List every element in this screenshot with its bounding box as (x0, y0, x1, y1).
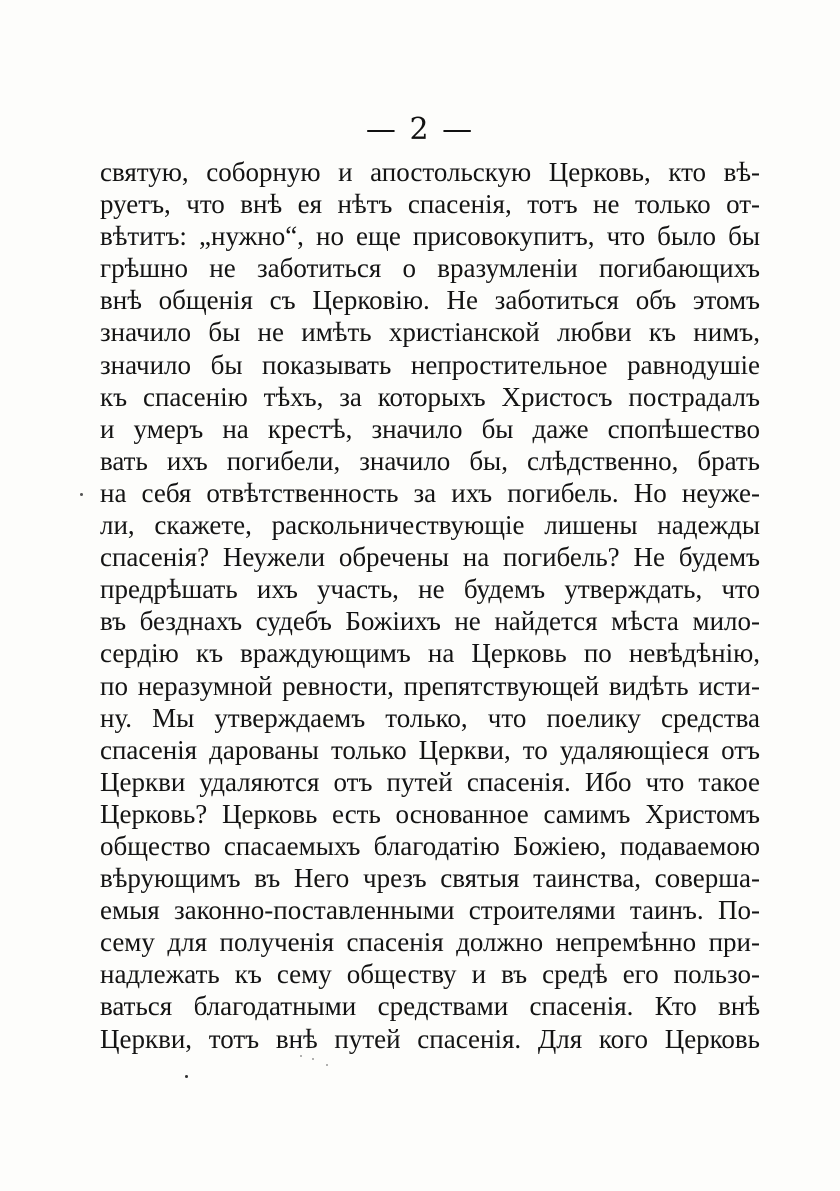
text-line: вать ихъ погибели, значило бы, слѣдственно, брать (100, 445, 760, 476)
text-line: Церкви удаляются отъ путей спасенія. Ибо что такое (100, 766, 760, 797)
text-line: въ безднахъ судебъ Божіихъ не найдется мѣста мило- (100, 606, 760, 637)
print-speck (185, 1075, 188, 1078)
text-line: значило бы не имѣть христіанской любви къ нимъ, (100, 317, 760, 348)
text-line: святую, соборную и апостольскую Церковь, кто вѣ- (100, 157, 760, 187)
text-line: предрѣшать ихъ участь, не будемъ утверждать, что (100, 574, 760, 605)
text-line: спасенія? Неужели обречены на погибель? Не будемъ (100, 542, 760, 573)
text-line: къ спасенію тѣхъ, за которыхъ Христосъ пострадалъ (100, 381, 760, 412)
text-line: значило бы показывать непростительное равнодушіе (100, 349, 760, 380)
text-line: Церковь? Церковь есть основанное самимъ Христомъ (100, 798, 760, 829)
text-line: на себя отвѣтственность за ихъ погибель. Но неуже- (100, 477, 760, 508)
text-line: и умеръ на крестѣ, значило бы даже спопѣшество (100, 413, 760, 444)
text-line: ваться благодатными средствами спасенія. Кто внѣ (100, 991, 760, 1022)
print-speck (300, 1055, 302, 1057)
text-line: сердію къ враждующимъ на Церковь по невѣдѣнію, (100, 638, 760, 669)
print-speck (312, 1058, 314, 1060)
text-line: емыя законно-поставленными строителями таинъ. По- (100, 895, 760, 926)
text-line: руетъ, что внѣ ея нѣтъ спасенія, тотъ не только от- (100, 189, 760, 220)
text-line: сему для полученія спасенія должно непремѣнно при- (100, 927, 760, 958)
print-speck (80, 493, 83, 496)
text-line: вѣрующимъ въ Него чрезъ святыя таинства, соверша- (100, 863, 760, 894)
text-line: надлежать къ сему обществу и въ средѣ его пользо- (100, 959, 760, 990)
text-line: общество спасаемыхъ благодатію Божіею, подаваемою (100, 830, 760, 861)
text-line: ну. Мы утверждаемъ только, что поелику средства (100, 702, 760, 733)
print-speck (326, 1064, 328, 1066)
body-text (100, 156, 760, 1055)
text-line: Церкви, тотъ внѣ путей спасенія. Для кого Церковь (100, 1023, 760, 1054)
text-line: вѣтитъ: „нужно“, но еще присовокупитъ, что было бы (100, 221, 760, 252)
text-line: внѣ общенія съ Церковію. Не заботиться объ этомъ (100, 285, 760, 316)
text-line: ли, скажете, раскольничествующіе лишены надежды (100, 510, 760, 541)
text-line: грѣшно не заботиться о вразумленіи погибающихъ (100, 253, 760, 284)
text-line: спасенія дарованы только Церкви, то удаляющіеся отъ (100, 734, 760, 765)
page-number: — 2 — (365, 112, 475, 147)
text-line: по неразумной ревности, препятствующей видѣть исти- (100, 670, 760, 701)
